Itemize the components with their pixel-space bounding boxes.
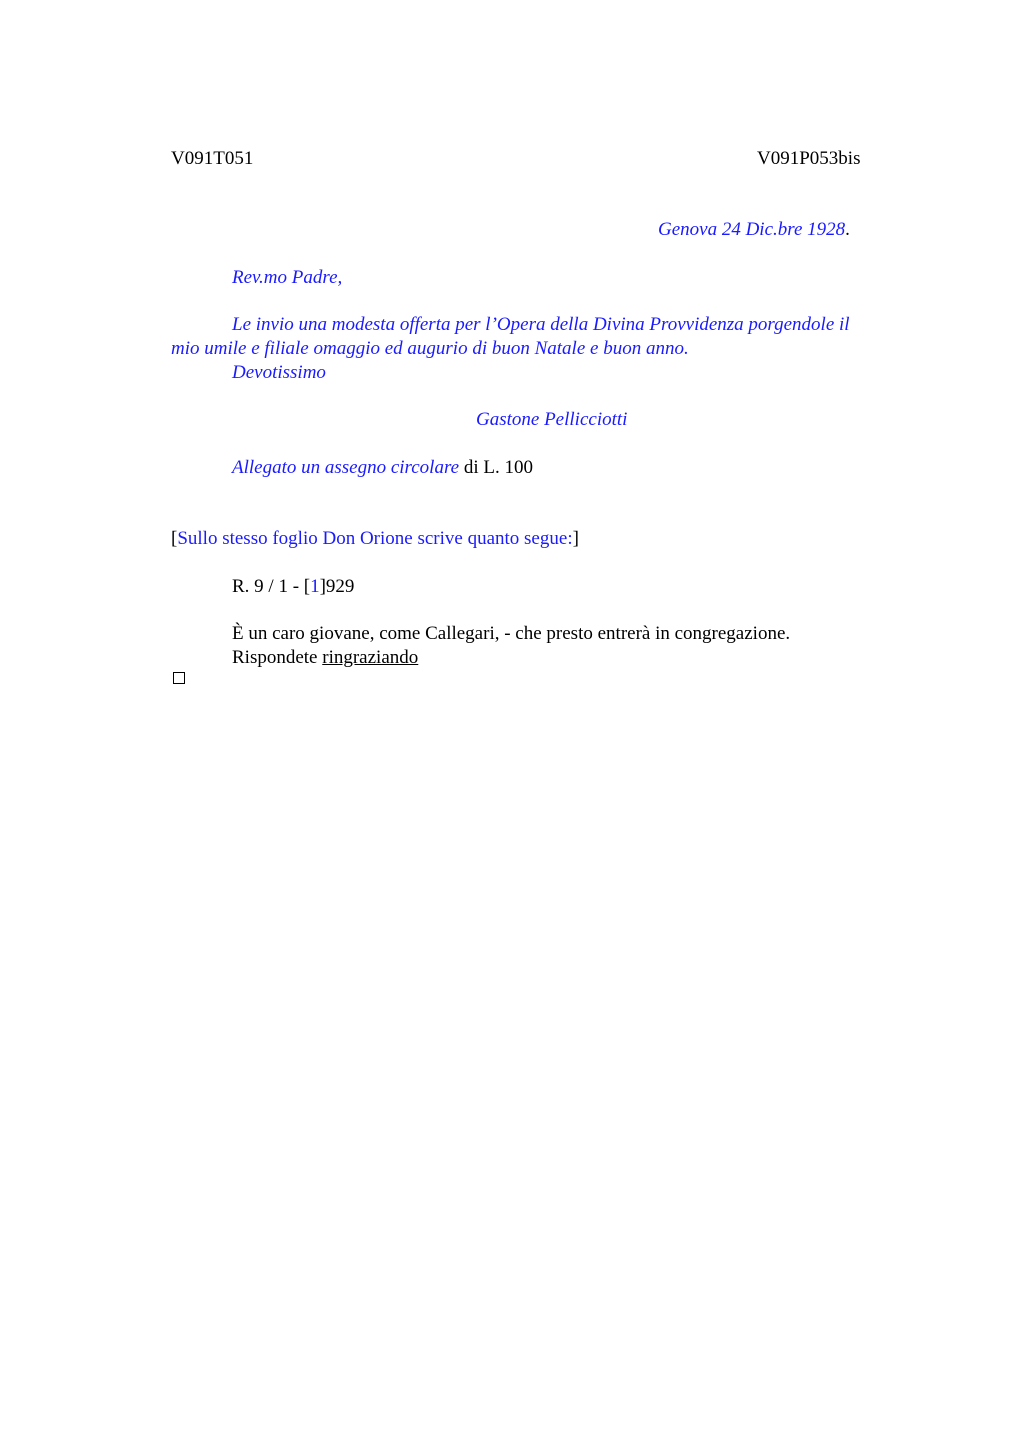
reply-line-2 xyxy=(232,646,418,670)
letter-date-text: Genova 24 Dic.bre 1928 xyxy=(658,219,846,240)
reply-line-2-start: Rispondete xyxy=(232,647,323,668)
note-close-bracket: ] xyxy=(572,528,579,549)
end-of-document-square-icon xyxy=(173,672,185,684)
letter-date xyxy=(658,218,850,242)
reply-date-digit: 1 xyxy=(310,576,320,597)
enclosure-amount-text: di L. 100 xyxy=(459,457,533,478)
letter-closing: Devotissimo xyxy=(232,362,326,383)
reply-underlined-word: ringraziando xyxy=(322,647,419,668)
note-colon: : xyxy=(567,528,573,549)
document-code-right: V091P053bis xyxy=(757,148,861,169)
note-open-bracket: [ xyxy=(171,528,178,549)
letter-enclosure xyxy=(232,456,533,480)
letter-signature: Gastone Pellicciotti xyxy=(476,409,628,430)
reply-date-prefix: R. 9 / 1 - [ xyxy=(232,576,311,597)
reply-date xyxy=(232,575,354,599)
note-text: Sullo stesso foglio Don Orione scrive quanto segue xyxy=(177,528,568,549)
letter-body-line-1: Le invio una modesta offerta per l’Opera della Divina Provvidenza porgendole il xyxy=(232,314,850,335)
enclosure-italic-text: Allegato un assegno circolare xyxy=(232,457,460,478)
letter-date-period: . xyxy=(845,219,850,240)
letter-salutation: Rev.mo Padre, xyxy=(232,267,343,288)
reply-line-1: È un caro giovane, come Callegari, - che presto entrerà in congregazione. xyxy=(232,623,791,644)
document-code-left: V091T051 xyxy=(171,148,254,169)
editorial-note xyxy=(171,527,579,551)
reply-date-suffix: ]929 xyxy=(319,576,355,597)
letter-body-line-2: mio umile e filiale omaggio ed augurio di buon Natale e buon anno. xyxy=(171,338,689,359)
